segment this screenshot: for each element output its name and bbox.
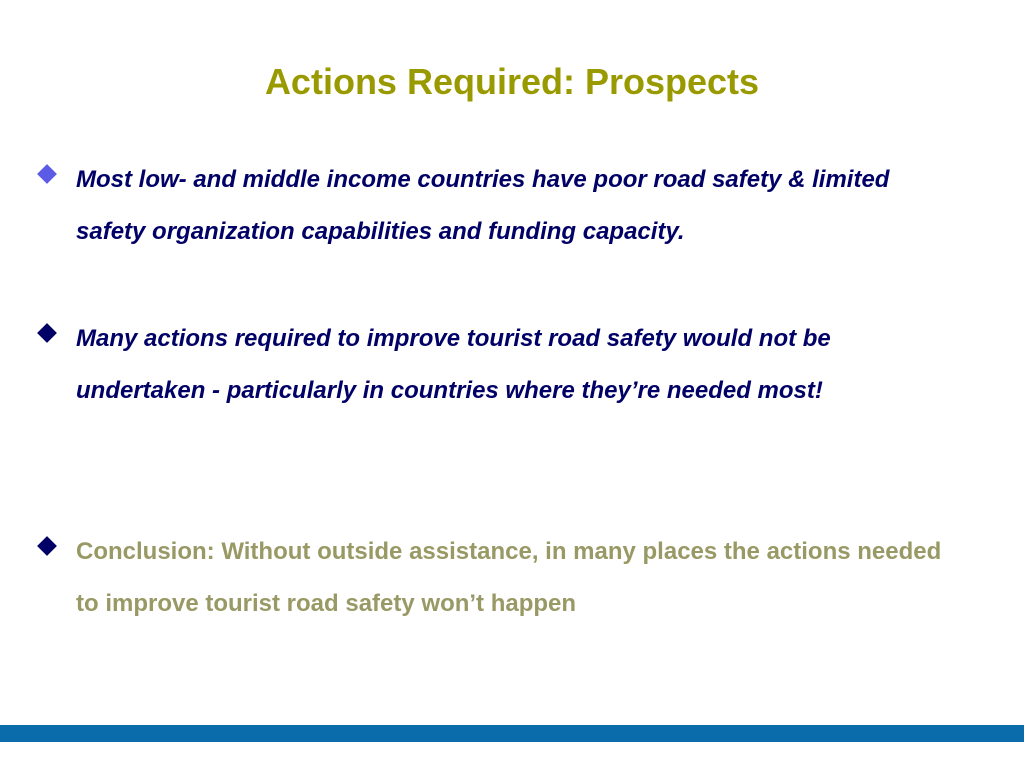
bullet-text-2: Many actions required to improve tourist road safety would not be undertaken - particularly in countries where they’re needed most! xyxy=(76,325,831,404)
diamond-icon xyxy=(37,536,57,556)
bullet-text-3-conclusion: Conclusion: Without outside assistance, in many places the actions needed to improve tourist road safety won’t happen xyxy=(76,538,942,617)
diamond-icon xyxy=(37,164,57,184)
bottom-accent-bar xyxy=(0,725,1024,742)
slide-title: Actions Required: Prospects xyxy=(264,61,760,102)
bullet-text-1: Most low- and middle income countries have poor road safety & limited safety organization capabilities and funding capacity. xyxy=(76,166,890,245)
diamond-icon xyxy=(37,323,57,343)
